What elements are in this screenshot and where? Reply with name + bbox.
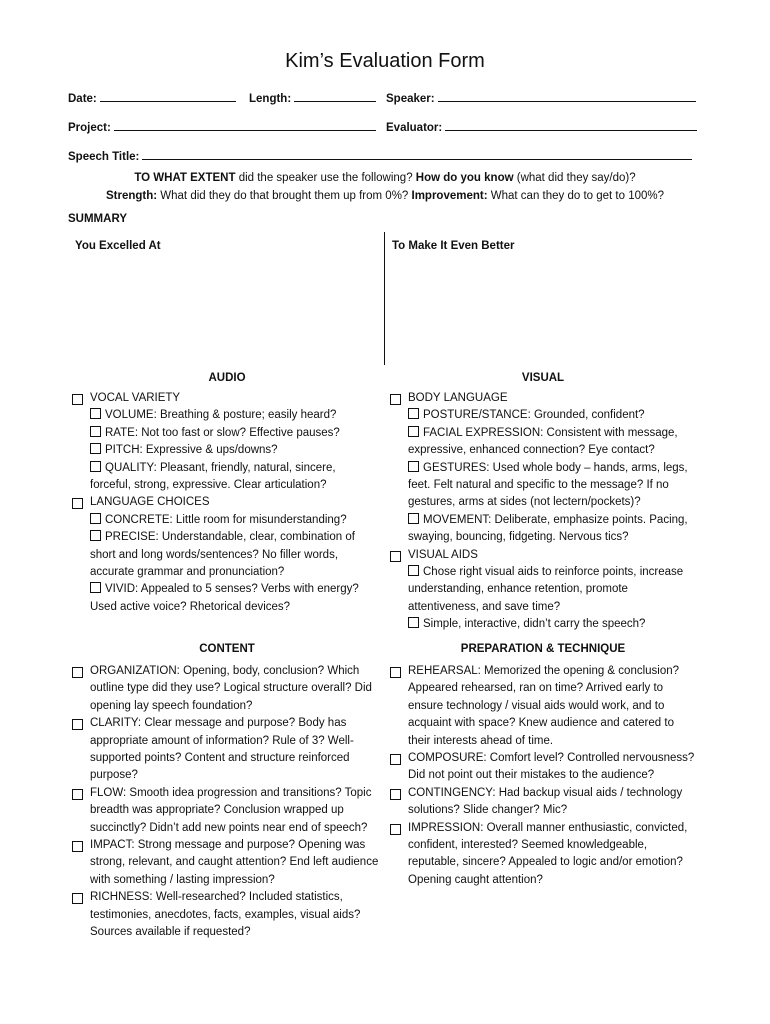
audio-list: [68, 390, 368, 616]
checklist-item-vocal-variety[interactable]: [68, 390, 368, 407]
visual-list: [386, 390, 698, 634]
summary-divider: [384, 232, 385, 365]
item-label: IMPRESSION: Overall manner enthusiastic, convicted, confident, interested? Seemed knowledgeable, reputable, sincere? Appealed to logic and/or emotion? Opening caught attention?: [408, 821, 688, 886]
checkbox[interactable]: [390, 754, 401, 765]
checkbox[interactable]: [72, 719, 83, 730]
item-label: FLOW: Smooth idea progression and transitions? Topic breadth was appropriate? Conclusion wrapped up succinctly? Didn’t add new points near end of speech?: [90, 786, 372, 834]
audio-heading: AUDIO: [208, 372, 246, 384]
checkbox[interactable]: [408, 565, 419, 576]
checkbox[interactable]: [390, 824, 401, 835]
sub-item[interactable]: [68, 425, 368, 442]
item-label: IMPACT: Strong message and purpose? Opening was strong, relevant, and caught attention? End left audience with something / lasting impression?: [90, 839, 379, 886]
prep-heading: PREPARATION & TECHNIQUE: [460, 643, 626, 655]
checkbox[interactable]: [90, 582, 101, 593]
date-field[interactable]: [68, 91, 236, 105]
checkbox[interactable]: [90, 513, 101, 524]
checkbox[interactable]: [72, 394, 83, 405]
improvement-label: Improvement:: [411, 190, 488, 202]
sub-item[interactable]: [386, 616, 698, 633]
sub-item-label: QUALITY: Pleasant, friendly, natural, sincere, forceful, strong, expressive. Clear articulation?: [90, 461, 336, 492]
sub-item-label: Chose right visual aids to reinforce points, increase understanding, enhance retention, promote attentiveness, and save time?: [408, 566, 684, 613]
sub-item[interactable]: [68, 460, 368, 495]
date-label: Date:: [68, 93, 97, 105]
sub-item[interactable]: [386, 460, 698, 512]
checkbox[interactable]: [90, 426, 101, 437]
intro-bold: TO WHAT EXTENT: [134, 172, 236, 184]
sub-item-label: CONCRETE: Little room for misunderstanding?: [105, 513, 347, 526]
checkbox[interactable]: [72, 841, 83, 852]
intro-bold: How do you know: [415, 172, 514, 184]
checklist-item-contingency[interactable]: [386, 785, 698, 820]
speech-title-label: Speech Title:: [68, 151, 140, 163]
sub-item-label: VIVID: Appealed to 5 senses? Verbs with energy? Used active voice? Rhetorical devices?: [90, 583, 359, 613]
checklist-item-language-choices[interactable]: [68, 494, 368, 511]
strength-text: What did they do that brought them up from 0%?: [157, 190, 412, 202]
sub-item[interactable]: [386, 407, 698, 424]
sub-item-label: Simple, interactive, didn’t carry the speech?: [423, 618, 646, 631]
sub-item-label: POSTURE/STANCE: Grounded, confident?: [423, 409, 645, 422]
checklist-item-richness[interactable]: [68, 889, 380, 941]
checkbox[interactable]: [390, 551, 401, 562]
speaker-line: [438, 91, 696, 102]
visual-heading: VISUAL: [521, 372, 565, 384]
checkbox[interactable]: [90, 461, 101, 472]
intro-line-2: [0, 190, 770, 202]
sub-item-label: FACIAL EXPRESSION: Consistent with message, expressive, enhanced connection? Eye contact?: [408, 426, 678, 457]
checkbox[interactable]: [72, 893, 83, 904]
checkbox[interactable]: [408, 426, 419, 437]
speaker-field[interactable]: [386, 91, 696, 105]
item-label: BODY LANGUAGE: [408, 392, 508, 404]
sub-item[interactable]: [386, 425, 698, 460]
content-list: [68, 663, 380, 942]
checkbox[interactable]: [390, 667, 401, 678]
checkbox[interactable]: [90, 530, 101, 541]
sub-item-label: PITCH: Expressive & ups/downs?: [105, 444, 278, 457]
summary-label: SUMMARY: [68, 213, 127, 225]
intro-line-1: [0, 172, 770, 184]
checkbox[interactable]: [408, 408, 419, 419]
item-label: CONTINGENCY: Had backup visual aids / technology solutions? Slide changer? Mic?: [408, 786, 683, 817]
item-label: LANGUAGE CHOICES: [90, 496, 210, 509]
sub-item-label: PRECISE: Understandable, clear, combination of short and long words/sentences? No filler words, accurate grammar and pronunciation?: [90, 531, 355, 579]
checklist-item-organization[interactable]: [68, 663, 380, 715]
item-label: REHEARSAL: Memorized the opening & conclusion? Appeared rehearsed, ran on time? Arrived early to ensure technology / visual aids would work, and to acquaint with space? Knew audience and catered to their interests ahead of time.: [408, 665, 680, 747]
speech-title-line: [142, 149, 692, 160]
checklist-item-impact[interactable]: [68, 837, 380, 889]
evaluator-field[interactable]: [386, 120, 697, 134]
form-title: Kim’s Evaluation Form: [285, 50, 485, 72]
checklist-item-clarity[interactable]: [68, 715, 380, 785]
length-label: Length:: [249, 93, 292, 105]
excelled-heading: You Excelled At: [75, 240, 161, 252]
sub-item-label: VOLUME: Breathing & posture; easily heard?: [105, 409, 337, 422]
checkbox[interactable]: [390, 394, 401, 405]
checkbox[interactable]: [408, 461, 419, 472]
evaluator-line: [445, 120, 697, 131]
sub-item-label: RATE: Not too fast or slow? Effective pauses?: [105, 426, 340, 439]
checklist-item-composure[interactable]: [386, 750, 698, 785]
item-label: ORGANIZATION: Opening, body, conclusion? Which outline type did they use? Logical structure overall? Did opening lay speech foundation?: [90, 665, 372, 712]
intro-text: (what did they say/do)?: [513, 172, 636, 184]
improvement-text: What can they do to get to 100%?: [487, 190, 665, 202]
sub-item[interactable]: [68, 407, 368, 424]
checklist-item-visual-aids[interactable]: [386, 547, 698, 564]
strength-label: Strength:: [105, 190, 158, 202]
checkbox[interactable]: [72, 667, 83, 678]
item-label: VOCAL VARIETY: [90, 392, 181, 404]
speaker-label: Speaker:: [386, 93, 435, 105]
length-line: [294, 91, 376, 102]
sub-item[interactable]: [68, 512, 368, 529]
checklist-item-impression[interactable]: [386, 820, 698, 890]
date-line: [100, 91, 236, 102]
item-label: RICHNESS: Well-researched? Included statistics, testimonies, anecdotes, facts, examples, visual aids? Sources available if requested?: [90, 891, 361, 939]
project-line: [114, 120, 376, 131]
intro-text: did the speaker use the following?: [235, 172, 416, 184]
speech-title-field[interactable]: [68, 149, 692, 163]
checkbox[interactable]: [408, 617, 419, 628]
sub-item[interactable]: [68, 581, 368, 616]
sub-item[interactable]: [68, 529, 368, 581]
project-field[interactable]: [68, 120, 376, 134]
item-label: CLARITY: Clear message and purpose? Body has appropriate amount of information? Rule of 3? Well-supported points? Content and structure reinforced purpose?: [90, 717, 354, 782]
project-label: Project:: [68, 122, 111, 134]
item-label: VISUAL AIDS: [408, 548, 478, 561]
prep-list: [386, 663, 698, 889]
sub-item-label: MOVEMENT: Deliberate, emphasize points. Pacing, swaying, bouncing, fidgeting. Nervous tics?: [408, 513, 688, 544]
length-field[interactable]: [249, 91, 376, 105]
item-label: COMPOSURE: Comfort level? Controlled nervousness? Did not point out their mistakes to the audience?: [408, 752, 695, 782]
sub-item-label: GESTURES: Used whole body – hands, arms, legs, feet. Felt natural and specific to the message? If no gestures, arms at sides (not lectern/pockets)?: [408, 461, 688, 509]
content-heading: CONTENT: [199, 643, 255, 655]
sub-item[interactable]: [386, 512, 698, 547]
checkbox[interactable]: [72, 498, 83, 509]
sub-item[interactable]: [68, 442, 368, 459]
checklist-item-rehearsal[interactable]: [386, 663, 698, 750]
checkbox[interactable]: [408, 513, 419, 524]
checklist-item-body-language[interactable]: [386, 390, 698, 407]
checkbox[interactable]: [90, 408, 101, 419]
sub-item[interactable]: [386, 564, 698, 616]
checkbox[interactable]: [72, 789, 83, 800]
checklist-item-flow[interactable]: [68, 785, 380, 837]
checkbox[interactable]: [390, 789, 401, 800]
checkbox[interactable]: [90, 443, 101, 454]
evaluator-label: Evaluator:: [386, 122, 443, 134]
better-heading: To Make It Even Better: [392, 240, 515, 252]
